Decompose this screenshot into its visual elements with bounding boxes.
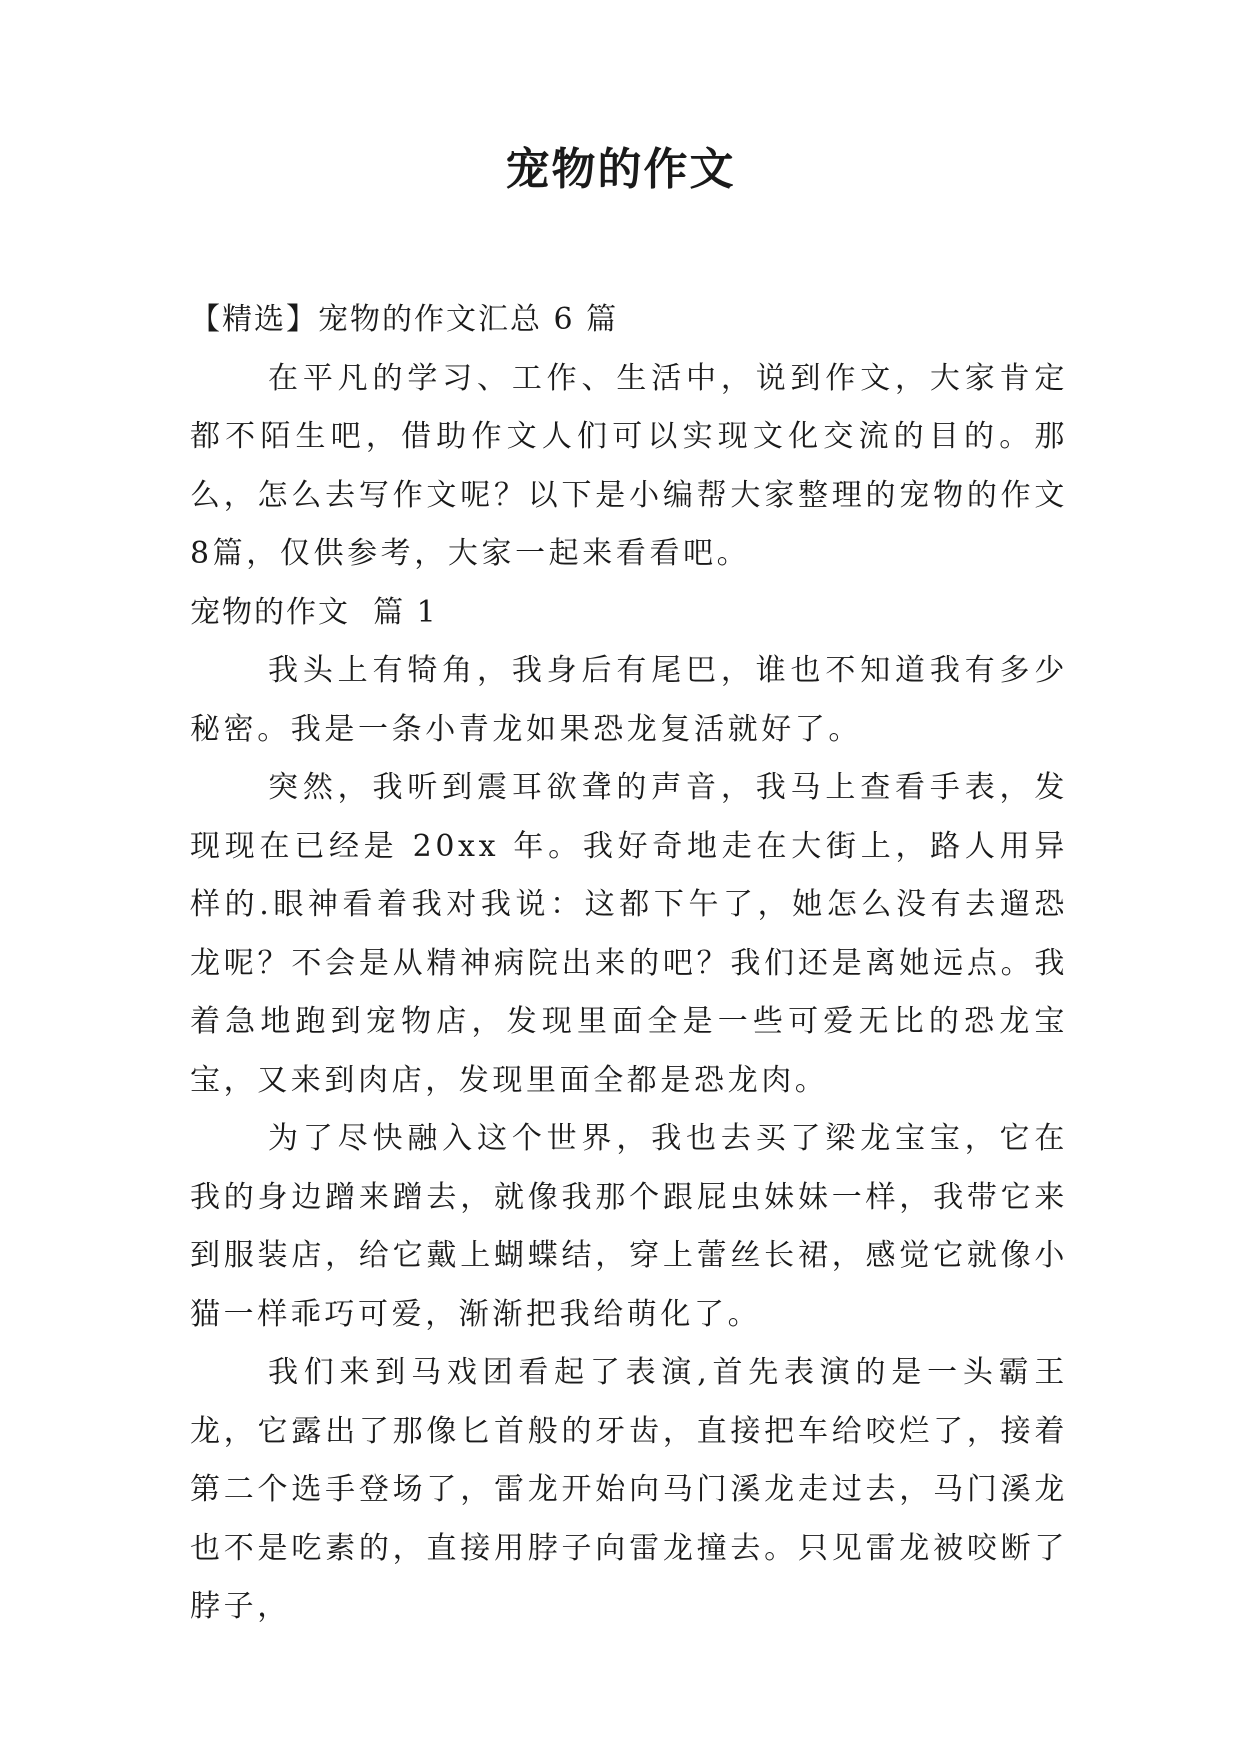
body-paragraph: 为了尽快融入这个世界，我也去买了梁龙宝宝，它在我的身边蹭来蹭去，就像我那个跟屁虫妹妹一样，我带它来到服装店，给它戴上蝴蝶结，穿上蕾丝长裙，感觉它就像小猫一样乖巧可爱，渐渐把我给萌化了。 <box>190 1121 1068 1332</box>
document-body <box>190 291 1068 1637</box>
section-heading: 宠物的作文 篇 1 <box>190 594 438 630</box>
body-paragraph: 我头上有犄角，我身后有尾巴，谁也不知道我有多少秘密。我是一条小青龙如果恐龙复活就好了。 <box>190 653 1068 747</box>
document-title: 宠物的作文 <box>505 144 736 195</box>
body-paragraph: 我们来到马戏团看起了表演,首先表演的是一头霸王龙，它露出了那像匕首般的牙齿，直接把车给咬烂了，接着第二个选手登场了，雷龙开始向马门溪龙走过去，马门溪龙也不是吃素的，直接用脖子向雷龙撞去。只见雷龙被咬断了脖子， <box>190 1355 1068 1624</box>
body-paragraph: 突然，我听到震耳欲聋的声音，我马上查看手表，发现现在已经是 20xx 年。我好奇地走在大街上，路人用异样的.眼神看着我对我说：这都下午了，她怎么没有去遛恐龙呢？不会是从精神病院出来的吧？我们还是离她远点。我着急地跑到宠物店，发现里面全是一些可爱无比的恐龙宝宝，又来到肉店，发现里面全都是恐龙肉。 <box>190 770 1068 1098</box>
document-subtitle: 【精选】宠物的作文汇总 6 篇 <box>190 302 619 337</box>
intro-paragraph: 在平凡的学习、工作、生活中，说到作文，大家肯定都不陌生吧，借助作文人们可以实现文化交流的目的。那么，怎么去写作文呢？以下是小编帮大家整理的宠物的作文8篇，仅供参考，大家一起来看看吧。 <box>190 360 1068 571</box>
